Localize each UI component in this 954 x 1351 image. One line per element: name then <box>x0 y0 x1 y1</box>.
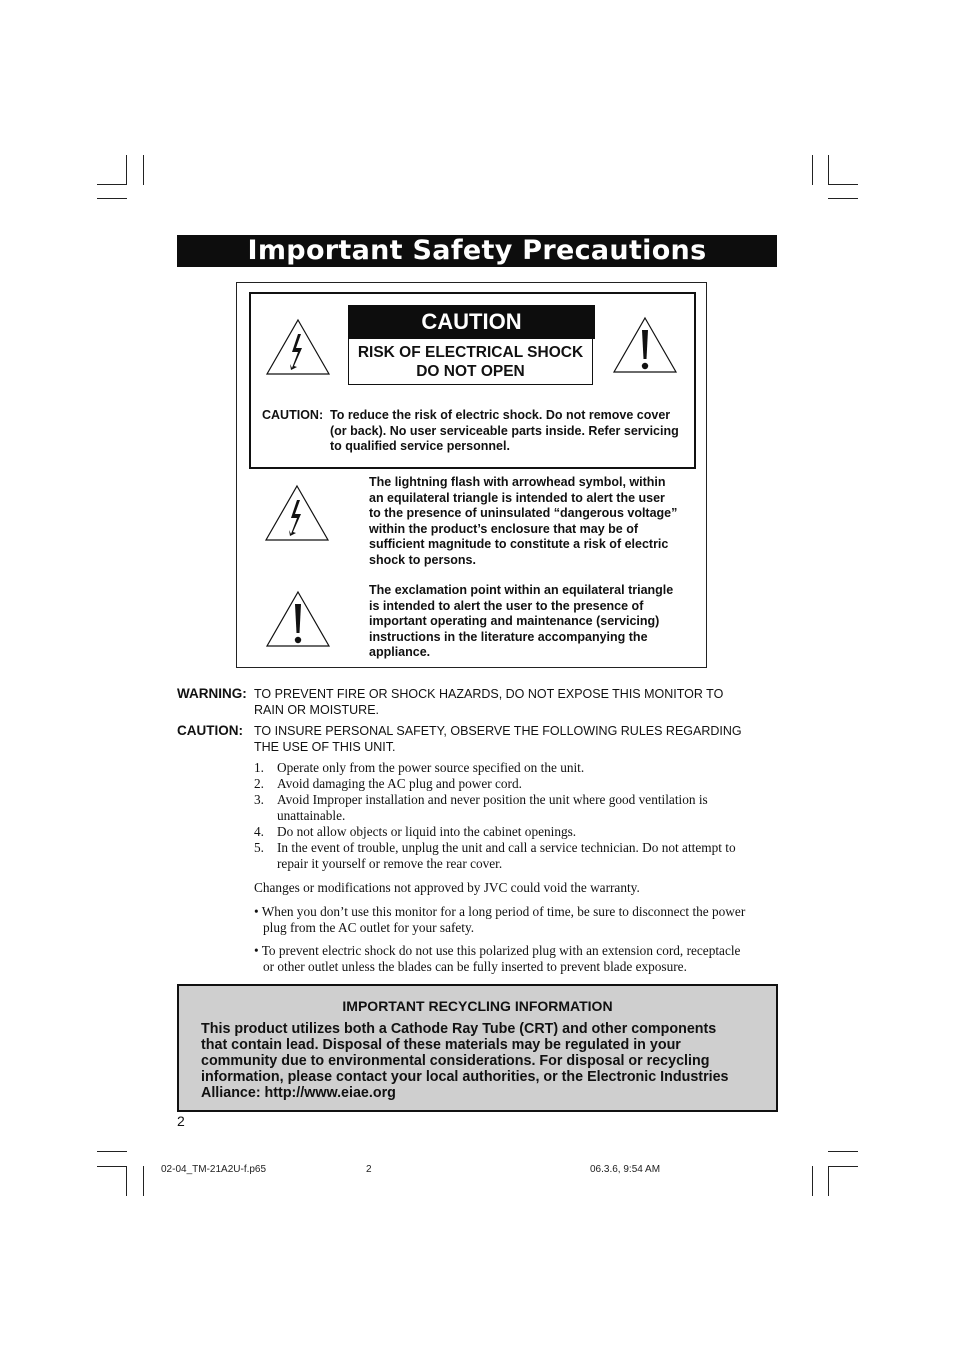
exclamation-triangle-icon <box>612 316 678 374</box>
lightning-triangle-icon <box>265 318 331 376</box>
caution-note-line: (or back). No user serviceable parts inside. Refer servicing <box>330 423 679 438</box>
list-text: repair it yourself or remove the rear cover. <box>277 856 503 871</box>
crop-mark <box>143 1166 144 1196</box>
caution-note-line: to qualified service personnel. <box>330 439 510 453</box>
footer-timestamp: 06.3.6, 9:54 AM <box>590 1164 661 1175</box>
crop-mark <box>828 184 858 185</box>
recycling-line: information, please contact your local authorities, or the Electronic Industries <box>201 1069 729 1085</box>
explanation-line: The lightning flash with arrowhead symbol, within <box>369 475 666 489</box>
crop-mark <box>828 1166 829 1196</box>
caution-sub-line1: RISK OF ELECTRICAL SHOCK <box>357 344 584 361</box>
recycling-info-box <box>177 984 778 1112</box>
explanation-line: sufficient magnitude to constitute a risk of electric <box>369 537 669 551</box>
recycling-line: community due to environmental considerations. For disposal or recycling <box>201 1053 710 1069</box>
crop-mark <box>97 198 127 199</box>
bullet-item <box>254 943 774 975</box>
explanation-line: to the presence of uninsulated “dangerous voltage” <box>369 506 678 520</box>
page-number: 2 <box>177 1113 185 1129</box>
warning-label: WARNING: <box>177 686 247 701</box>
explanation-line: instructions in the literature accompanying the <box>369 629 648 644</box>
list-text: Avoid damaging the AC plug and power cord. <box>277 776 522 791</box>
caution-subheader <box>348 339 593 385</box>
bullet-line: or other outlet unless the blades can be fully inserted to prevent blade exposure. <box>263 959 687 974</box>
rules-list <box>254 760 774 872</box>
list-text: unattainable. <box>277 808 346 823</box>
warning-line: TO PREVENT FIRE OR SHOCK HAZARDS, DO NOT EXPOSE THIS MONITOR TO <box>254 687 724 701</box>
crop-mark <box>97 1151 127 1152</box>
lightning-explanation <box>369 475 689 568</box>
list-text: Operate only from the power source specified on the unit. <box>277 760 585 775</box>
explanation-line: an equilateral triangle is intended to alert the user <box>369 490 665 505</box>
explanation-line: within the product’s enclosure that may be of <box>369 521 639 536</box>
crop-mark <box>828 1151 858 1152</box>
explanation-line: is intended to alert the user to the presence of <box>369 598 644 613</box>
list-number: 4. <box>254 824 264 839</box>
list-text: Do not allow objects or liquid into the cabinet openings. <box>277 824 577 839</box>
crop-mark <box>97 184 127 185</box>
footer-filename: 02-04_TM-21A2U-f.p65 <box>161 1164 267 1175</box>
lightning-triangle-icon <box>264 484 330 542</box>
crop-mark <box>143 155 144 185</box>
page-title: Important Safety Precautions <box>177 235 777 267</box>
crop-mark <box>126 155 127 185</box>
crop-mark <box>828 155 829 185</box>
recycling-body <box>201 1021 761 1101</box>
list-number: 3. <box>254 792 264 807</box>
exclamation-triangle-icon <box>265 590 331 648</box>
bullet-item <box>254 904 774 936</box>
caution-header: CAUTION <box>348 305 595 339</box>
recycling-line: Alliance: http://www.eiae.org <box>201 1085 396 1101</box>
crop-mark <box>97 1166 127 1167</box>
warning-text <box>254 687 774 718</box>
list-number: 1. <box>254 760 264 775</box>
recycling-title: IMPORTANT RECYCLING INFORMATION <box>342 998 613 1014</box>
list-number: 2. <box>254 776 264 791</box>
caution-line: THE USE OF THIS UNIT. <box>254 739 396 754</box>
footer-page: 2 <box>366 1164 372 1175</box>
explanation-line: shock to persons. <box>369 552 476 567</box>
explanation-line: important operating and maintenance (servicing) <box>369 614 660 628</box>
crop-mark <box>812 1166 813 1196</box>
crop-mark <box>828 198 858 199</box>
caution-note-text <box>330 408 690 455</box>
crop-mark <box>828 1166 858 1167</box>
warning-line: RAIN OR MOISTURE. <box>254 702 380 717</box>
changes-note: Changes or modifications not approved by JVC could void the warranty. <box>254 880 640 895</box>
crop-mark <box>812 155 813 185</box>
list-text: Avoid Improper installation and never position the unit where good ventilation is <box>277 792 708 807</box>
crop-mark <box>126 1166 127 1196</box>
exclamation-explanation <box>369 583 689 661</box>
caution-note-label: CAUTION: <box>262 408 324 422</box>
caution-label: CAUTION: <box>177 723 243 738</box>
recycling-line: This product utilizes both a Cathode Ray Tube (CRT) and other components <box>201 1021 717 1037</box>
bullet-line: • When you don’t use this monitor for a long period of time, be sure to disconnect the power <box>254 904 746 919</box>
list-number: 5. <box>254 840 264 855</box>
caution-sub-line2: DO NOT OPEN <box>416 363 525 380</box>
bullet-line: plug from the AC outlet for your safety. <box>263 920 475 935</box>
explanation-line: The exclamation point within an equilateral triangle <box>369 583 674 597</box>
caution-line: TO INSURE PERSONAL SAFETY, OBSERVE THE FOLLOWING RULES REGARDING <box>254 724 742 738</box>
recycling-line: that contain lead. Disposal of these materials may be regulated in your <box>201 1037 681 1053</box>
caution-text <box>254 724 774 755</box>
bullet-line: • To prevent electric shock do not use this polarized plug with an extension cord, receptacle <box>254 943 741 958</box>
list-text: In the event of trouble, unplug the unit and call a service technician. Do not attempt to <box>277 840 736 855</box>
caution-note-line: To reduce the risk of electric shock. Do not remove cover <box>330 408 671 422</box>
explanation-line: appliance. <box>369 645 431 659</box>
